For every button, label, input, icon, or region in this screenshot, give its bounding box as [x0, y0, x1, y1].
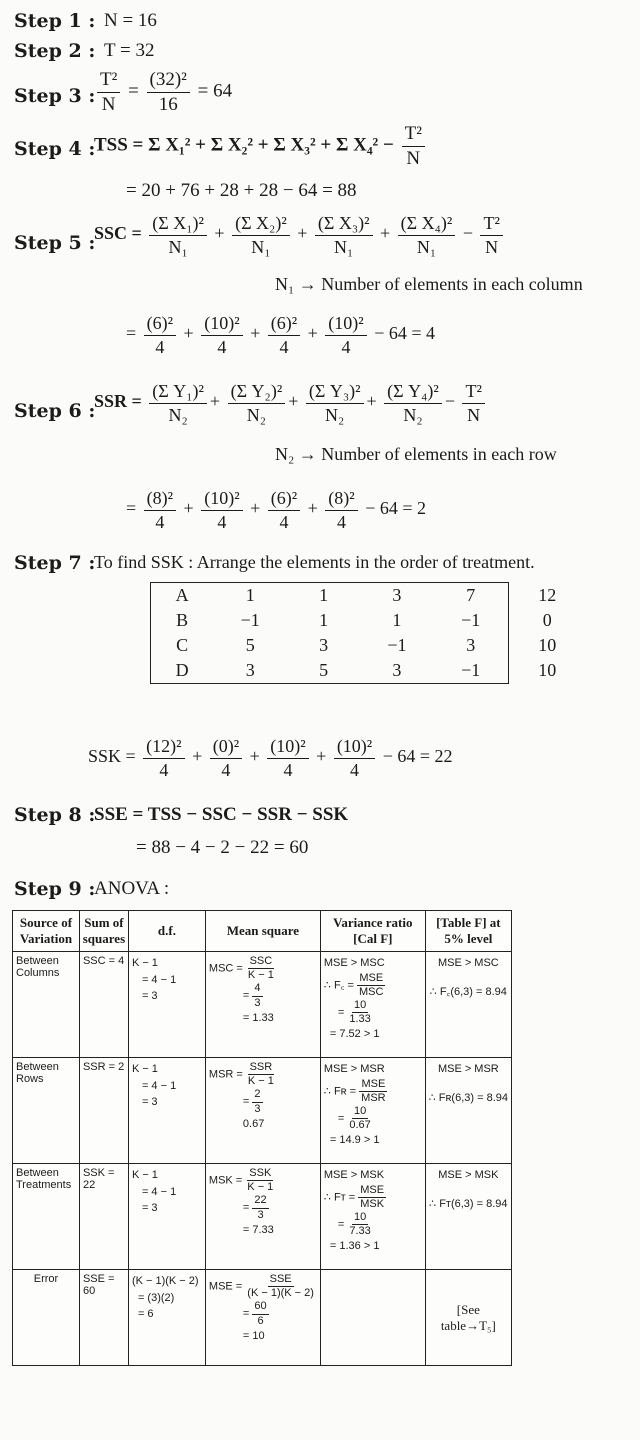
step-6-note: N₂ → Number of elements in each row [275, 444, 557, 464]
treatment-value: 1 [213, 583, 287, 609]
treatment-label: A [151, 583, 214, 609]
treatment-value: −1 [387, 635, 407, 655]
step-4-equation: TSS = Σ X₁² + Σ X₂² + Σ X₃² + Σ X₄² − $\frac{\text{T²}}{N}$ [94, 122, 428, 171]
treatment-label: B [151, 608, 214, 633]
step-5-equation: SSC = $\frac{\text{(Σ X₁)²}}{\text{N₁}}$ + $\frac{\text{(Σ X₂)²}}{\text{N₁}}$ + $\frac{\text{(Σ X₃)²}}{\text{N₁}}$ + $\frac{\text{(Σ X₄)²}}{\text{N₁}}$ − $\frac{\text{T²}}{N}$ [94, 212, 506, 258]
step-5-label: Step 5 : [14, 232, 96, 254]
treatment-sum: 10 [508, 658, 586, 684]
ss-cell: SSK = 22 [79, 1164, 128, 1270]
header-df: d.f. [128, 911, 205, 952]
treatment-value: −1 [240, 610, 260, 630]
anova-header-row [13, 911, 512, 952]
variance-ratio-cell: MSE > MSK ∴ Fᴛ = $\frac{\text{MSE}}{\text{MSK}}$ = $\frac{10}{7.33}$ = 1.36 > 1 [320, 1164, 425, 1270]
anova-error-row [13, 1270, 512, 1366]
anova-row [13, 952, 512, 1058]
treatment-value: 5 [245, 635, 255, 655]
df-cell: (K − 1)(K − 2) = (3)(2) = 6 [128, 1270, 205, 1366]
table-f-cell: MSE > MSK ∴ Fᴛ(6,3) = 8.94 [425, 1164, 511, 1270]
step-5-note: N₁ → Number of elements in each column [275, 274, 583, 294]
treatment-value: −1 [461, 610, 481, 630]
step-1-label: Step 1 : [14, 10, 96, 32]
step-9-text: ANOVA : [94, 878, 170, 899]
mean-square-cell: MSE = $\frac{\text{SSE}}{(K - 1)(K - 2)}$ = $\frac{60}{6}$ = 10 [205, 1270, 320, 1366]
df-cell: K − 1 = 4 − 1 = 3 [128, 952, 205, 1058]
treatment-row [151, 608, 587, 633]
step-3-equation: $\frac{\text{T²}}{N}$ = $\frac{\text{(32)²}}{16}$ = 64 [94, 68, 232, 117]
treatment-row [151, 658, 587, 684]
step-6-equation: SSR = $\frac{\text{(Σ Y₁)²}}{\text{N₂}}$ + $\frac{\text{(Σ Y₂)²}}{\text{N₂}}$ + $\frac{\text{(Σ Y₃)²}}{\text{N₂}}$ + $\frac{\text{(Σ Y₄)²}}{\text{N₂}}$ − $\frac{\text{T²}}{N}$ [94, 380, 488, 426]
table-f-cell: [See table→T₅] [425, 1270, 511, 1366]
table-f-cell: MSE > MSR ∴ Fʀ(6,3) = 8.94 [425, 1058, 511, 1164]
treatment-value: 3 [466, 635, 476, 655]
treatment-value: 1 [287, 583, 360, 609]
step-5-substitution: = $\frac{\text{(6)²}}{4}$ + $\frac{\text{(10)²}}{4}$ + $\frac{\text{(6)²}}{4}$ + $\frac{\text{(10)²}}{4}$ − 64 = 4 [126, 313, 435, 357]
anova-row [13, 1058, 512, 1164]
step-8-equation: SSE = TSS − SSC − SSR − SSK [94, 804, 349, 825]
treatment-value: 1 [319, 610, 329, 630]
treatment-value: 3 [360, 658, 434, 684]
header-table-f: [Table F] at 5% level [425, 911, 511, 952]
anova-row [13, 1164, 512, 1270]
treatment-value: 1 [392, 610, 402, 630]
step-8-result: = 88 − 4 − 2 − 22 = 60 [136, 837, 309, 858]
table-f-cell: MSE > MSC ∴ F꜀(6,3) = 8.94 [425, 952, 511, 1058]
source-cell: Error [13, 1270, 80, 1366]
treatment-row [151, 583, 587, 609]
variance-ratio-cell [320, 1270, 425, 1366]
df-cell: K − 1 = 4 − 1 = 3 [128, 1164, 205, 1270]
ssk-equation: SSK = $\frac{\text{(12)²}}{4}$ + $\frac{\text{(0)²}}{4}$ + $\frac{\text{(10)²}}{4}$ + $\frac{\text{(10)²}}{4}$ − 64 = 22 [88, 736, 453, 780]
step-2-label: Step 2 : [14, 40, 96, 62]
treatment-value: 3 [213, 658, 287, 684]
treatment-sum: 12 [508, 583, 586, 609]
header-sum-of-squares: Sum of squares [79, 911, 128, 952]
step-3-label: Step 3 : [14, 85, 96, 107]
header-mean-square: Mean square [205, 911, 320, 952]
step-6-label: Step 6 : [14, 400, 96, 422]
step-6-substitution: = $\frac{\text{(8)²}}{4}$ + $\frac{\text{(10)²}}{4}$ + $\frac{\text{(6)²}}{4}$ + $\frac{\text{(8)²}}{4}$ − 64 = 2 [126, 488, 426, 532]
ss-cell: SSC = 4 [79, 952, 128, 1058]
step-4-result: = 20 + 76 + 28 + 28 − 64 = 88 [126, 180, 357, 201]
mean-square-cell: MSC = $\frac{\text{SSC}}{K - 1}$ = $\frac{4}{3}$ = 1.33 [205, 952, 320, 1058]
variance-ratio-cell: MSE > MSR ∴ Fʀ = $\frac{\text{MSE}}{\text{MSR}}$ = $\frac{10}{0.67}$ = 14.9 > 1 [320, 1058, 425, 1164]
step-7-text: To find SSK : Arrange the elements in the order of treatment. [94, 552, 535, 572]
mean-square-cell: MSR = $\frac{\text{SSR}}{K - 1}$ = $\frac{2}{3}$ 0.67 [205, 1058, 320, 1164]
treatment-value: 3 [319, 635, 329, 655]
step-9-label: Step 9 : [14, 878, 96, 900]
treatment-label: C [151, 633, 214, 658]
source-cell: Between Rows [13, 1058, 80, 1164]
step-7-label: Step 7 : [14, 552, 96, 574]
ss-cell: SSE = 60 [79, 1270, 128, 1366]
anova-table [12, 910, 512, 1366]
treatment-sum: 0 [508, 608, 586, 633]
treatment-value: 7 [434, 583, 508, 609]
source-cell: Between Columns [13, 952, 80, 1058]
step-2-equation: T = 32 [104, 40, 155, 61]
variance-ratio-cell: MSE > MSC ∴ F꜀ = $\frac{\text{MSE}}{\text{MSC}}$ = $\frac{10}{1.33}$ = 7.52 > 1 [320, 952, 425, 1058]
treatment-value: 3 [360, 583, 434, 609]
mean-square-cell: MSK = $\frac{\text{SSK}}{K - 1}$ = $\frac{22}{3}$ = 7.33 [205, 1164, 320, 1270]
header-variance-ratio: Variance ratio [Cal F] [320, 911, 425, 952]
treatment-row [151, 633, 587, 658]
df-cell: K − 1 = 4 − 1 = 3 [128, 1058, 205, 1164]
treatment-sum: 10 [508, 633, 586, 658]
ss-cell: SSR = 2 [79, 1058, 128, 1164]
treatment-label: D [151, 658, 214, 684]
header-source: Source of Variation [13, 911, 80, 952]
step-8-label: Step 8 : [14, 804, 96, 826]
treatment-value: −1 [434, 658, 508, 684]
step-4-label: Step 4 : [14, 138, 96, 160]
step-1-equation: N = 16 [104, 10, 157, 31]
treatment-table [150, 582, 586, 684]
source-cell: Between Treatments [13, 1164, 80, 1270]
treatment-value: 5 [287, 658, 360, 684]
